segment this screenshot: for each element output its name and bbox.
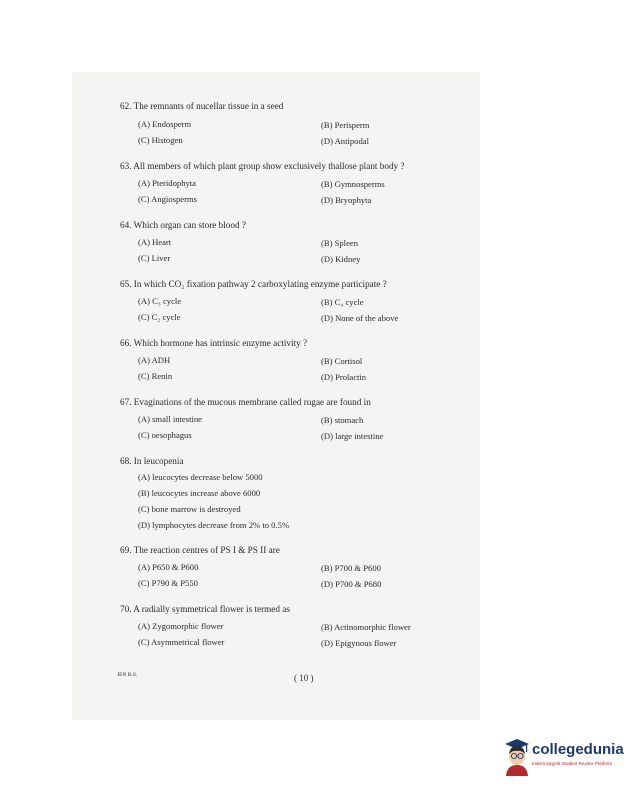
logo-tagline: India's largest Student Review Platform: [532, 761, 613, 766]
q65-option-a: (A) C₃ cycle: [138, 296, 182, 306]
q68-option-b: (B) leucocytes increase above 6000: [138, 488, 261, 498]
q65-option-b: (B) C₄ cycle: [321, 297, 364, 307]
page-number: ( 10 ): [294, 673, 314, 683]
q62-option-c: (C) Histogen: [138, 135, 183, 145]
logo-wordmark: collegedunia: [532, 741, 624, 758]
q66-option-a: (A) ADH: [138, 355, 171, 365]
q67-option-b: (B) stomach: [321, 415, 364, 425]
question-70: 70. A radially symmetrical flower is termed as: [120, 604, 290, 614]
q65-option-d: (D) None of the above: [321, 313, 399, 323]
q68-option-d: (D) lymphocytes decrease from 2% to 0.5%: [138, 520, 290, 530]
q67-option-a: (A) small intestine: [138, 414, 202, 424]
q66-option-c: (C) Renin: [138, 371, 173, 381]
q69-option-a: (A) P650 & P600: [138, 562, 199, 572]
q70-option-d: (D) Epigynous flower: [321, 638, 397, 648]
q67-option-d: (D) large intestine: [321, 431, 384, 441]
q69-option-d: (D) P700 & P680: [321, 579, 382, 589]
q62-option-a: (A) Endosperm: [138, 119, 192, 129]
q66-option-b: (B) Cortisol: [321, 356, 363, 366]
q70-option-a: (A) Zygomorphic flower: [138, 621, 224, 631]
question-67: 67. Evaginations of the mucous membrane called rugae are found in: [120, 397, 371, 407]
question-66: 66. Which hormone has intrinsic enzyme activity ?: [120, 338, 308, 348]
q62-option-b: (B) Perisperm: [321, 120, 370, 130]
q64-option-c: (C) Liver: [138, 253, 171, 263]
q63-option-b: (B) Gymnosperms: [321, 179, 385, 189]
question-68: 68. In leucopenia: [120, 456, 184, 466]
q67-option-c: (C) oesophagus: [138, 430, 192, 440]
q68-option-a: (A) leucocytes decrease below 5000: [138, 472, 263, 482]
q64-option-b: (B) Spleen: [321, 238, 358, 248]
q63-option-d: (D) Bryophyta: [321, 195, 372, 205]
q63-option-a: (A) Pteridophyta: [138, 178, 196, 188]
q63-option-c: (C) Angiosperms: [138, 194, 197, 204]
question-69: 69. The reaction centres of PS I & PS II are: [120, 545, 280, 555]
q70-option-b: (B) Actinomorphic flower: [321, 622, 411, 632]
q64-option-d: (D) Kidney: [321, 254, 361, 264]
question-62: 62. The remnants of nucellar tissue in a seed: [120, 101, 284, 111]
q69-option-b: (B) P700 & P600: [321, 563, 381, 573]
question-65: 65. In which CO₂ fixation pathway 2 carboxylating enzyme participate ?: [120, 279, 387, 289]
q70-option-c: (C) Asymmetrical flower: [138, 637, 225, 647]
q65-option-c: (C) C₂ cycle: [138, 312, 181, 322]
q64-option-a: (A) Heart: [138, 237, 172, 247]
question-63: 63. All members of which plant group show exclusively thallose plant body ?: [120, 161, 405, 171]
q62-option-d: (D) Antipodal: [321, 136, 369, 146]
q66-option-d: (D) Prolactin: [321, 372, 367, 382]
q69-option-c: (C) P790 & P550: [138, 578, 198, 588]
booklet-code: JEN B.S.: [117, 672, 138, 678]
question-64: 64. Which organ can store blood ?: [120, 220, 246, 230]
q68-option-c: (C) bone marrow is destroyed: [138, 504, 241, 514]
